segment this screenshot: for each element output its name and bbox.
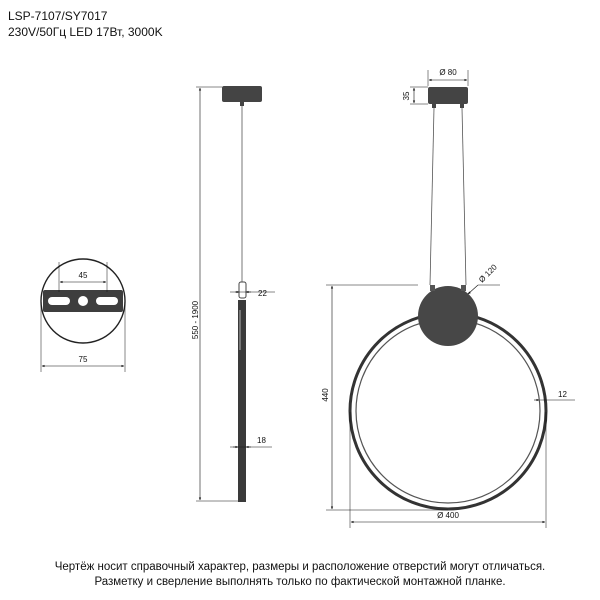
side-holder bbox=[239, 282, 246, 298]
side-view bbox=[191, 86, 275, 502]
mount-height-label: 35 bbox=[402, 91, 411, 101]
ring-outer-diameter-label: Ø 120 bbox=[477, 262, 499, 285]
electrical-specs: 230V/50Гц LED 17Вт, 3000K bbox=[8, 25, 163, 39]
front-cable-right bbox=[462, 108, 466, 285]
mounting-plate-view bbox=[41, 259, 125, 372]
model-number: LSP-7107/SY7017 bbox=[8, 9, 108, 23]
center-hole bbox=[78, 296, 88, 306]
disclaimer-line-1: Чертёж носит справочный характер, размеры и расположение отверстий могут отличаться. bbox=[54, 561, 546, 573]
mount-diameter-label: Ø 80 bbox=[439, 68, 457, 77]
center-disc bbox=[418, 286, 478, 346]
profile-top-width-label: 22 bbox=[258, 289, 267, 298]
ring-height-label: 440 bbox=[321, 388, 330, 402]
left-slot bbox=[48, 297, 70, 305]
disclaimer-line-2: Разметку и сверление выполнять только по фактической монтажной планке. bbox=[94, 576, 506, 588]
ring-thickness-label: 12 bbox=[558, 390, 567, 399]
side-canopy bbox=[222, 86, 262, 102]
plate-diameter-label: 75 bbox=[78, 355, 88, 364]
front-cable-left bbox=[430, 108, 434, 285]
disclaimer bbox=[0, 560, 600, 590]
right-slot bbox=[96, 297, 118, 305]
light-ring-inner bbox=[356, 319, 540, 503]
ring-diameter-label: Ø 400 bbox=[437, 511, 459, 520]
hole-spacing-label: 45 bbox=[78, 271, 88, 280]
profile-bottom-width-label: 18 bbox=[257, 436, 266, 445]
front-canopy bbox=[428, 87, 468, 104]
front-view bbox=[321, 68, 575, 528]
suspension-length-label: 550 - 1900 bbox=[191, 300, 200, 340]
